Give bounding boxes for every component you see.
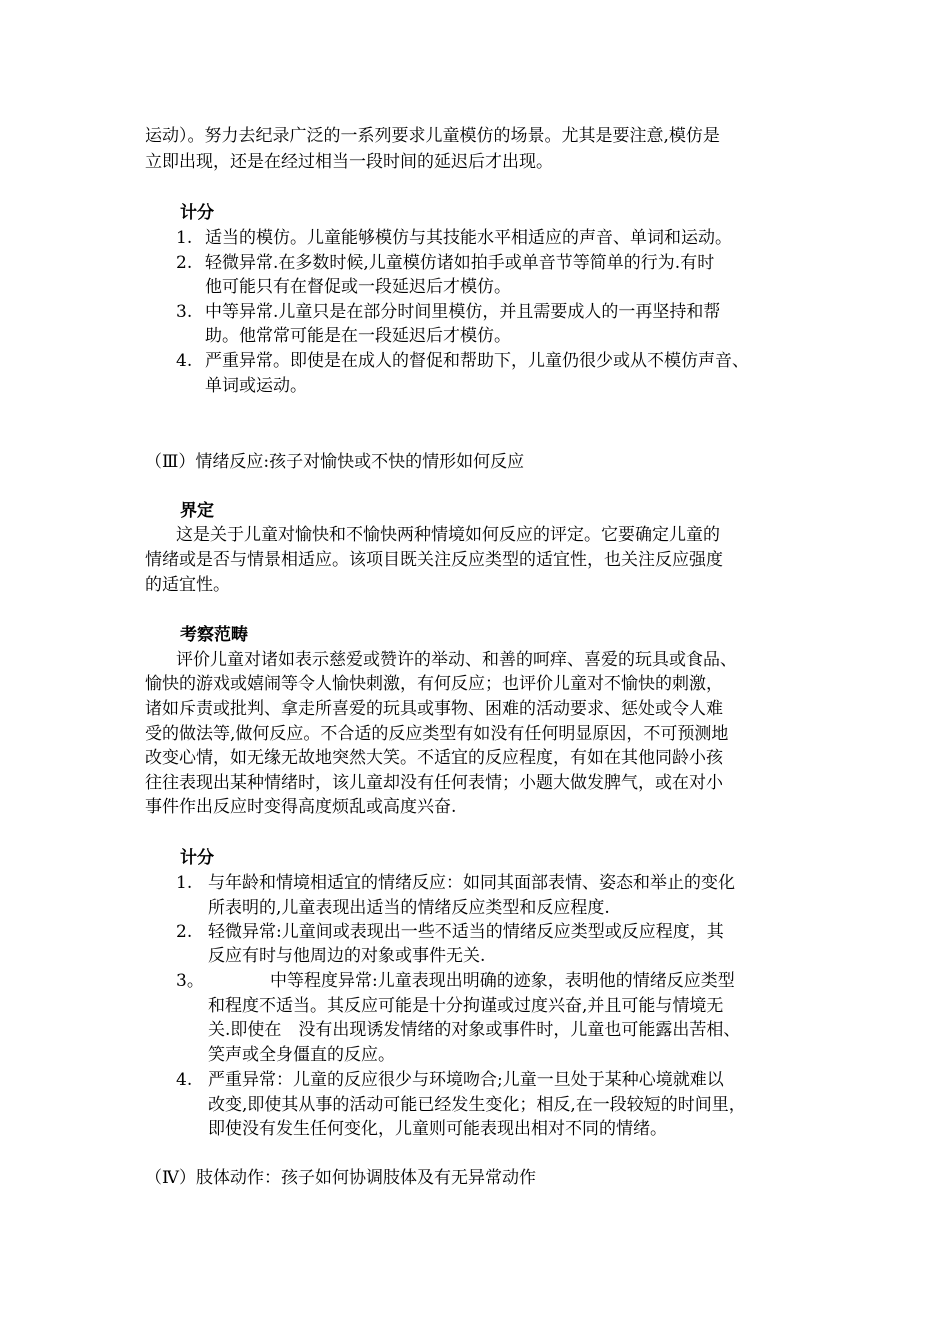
scope-heading: 考察范畴 — [180, 625, 248, 645]
list-item-line: 关.即使在 没有出现诱发情绪的对象或事件时，儿童也可能露出苦相、 — [208, 1020, 741, 1040]
scoring-heading: 计分 — [180, 848, 214, 868]
list-item-line: 助。他常常可能是在一段延迟后才模仿。 — [205, 326, 511, 346]
paragraph-line: 这是关于儿童对愉快和不愉快两种情境如何反应的评定。它要确定儿童的 — [176, 525, 720, 545]
list-item-number: 2. — [176, 922, 193, 942]
paragraph-line: 情绪或是否与情景相适应。该项目既关注反应类型的适宜性，也关注反应强度 — [145, 550, 723, 570]
list-item-line: 他可能只有在督促或一段延迟后才模仿。 — [205, 277, 511, 297]
paragraph-line: 受的做法等,做何反应。不合适的反应类型有如没有任何明显原因，不可预测地 — [145, 724, 729, 744]
section-title: （Ⅳ）肢体动作：孩子如何协调肢体及有无异常动作 — [145, 1168, 536, 1188]
list-item-number: 4. — [176, 1070, 193, 1090]
list-item-line: 轻微异常.在多数时候,儿童模仿诸如拍手或单音节等简单的行为.有时 — [205, 253, 715, 273]
list-item-line: 反应有时与他周边的对象或事件无关. — [208, 946, 486, 966]
list-item-line: 适当的模仿。儿童能够模仿与其技能水平相适应的声音、单词和运动。 — [205, 228, 732, 248]
definition-heading: 界定 — [180, 501, 214, 521]
list-item-number: 1. — [176, 228, 193, 248]
list-item-line: 笑声或全身僵直的反应。 — [208, 1045, 395, 1065]
list-item-line: 所表明的,儿童表现出适当的情绪反应类型和反应程度. — [208, 898, 610, 918]
list-item-number: 4. — [176, 351, 193, 371]
list-item-number: 1. — [176, 873, 193, 893]
list-item-line: 中等异常.儿童只是在部分时间里模仿，并且需要成人的一再坚持和帮 — [205, 302, 721, 322]
section-title: （Ⅲ）情绪反应:孩子对愉快或不快的情形如何反应 — [145, 452, 525, 472]
list-item-line: 单词或运动。 — [205, 376, 307, 396]
paragraph-line: 运动）。努力去纪录广泛的一系列要求儿童模仿的场景。尤其是要注意,模仿是 — [145, 126, 720, 146]
paragraph-line: 事件作出反应时变得高度烦乱或高度兴奋. — [145, 797, 457, 817]
scoring-heading: 计分 — [180, 203, 214, 223]
list-item-line: 严重异常：儿童的反应很少与环境吻合;儿童一旦处于某种心境就难以 — [208, 1070, 724, 1090]
list-item-line: 改变,即使其从事的活动可能已经发生变化；相反,在一段较短的时间里， — [208, 1095, 746, 1115]
list-item-line: 与年龄和情境相适宜的情绪反应：如同其面部表情、姿态和举止的变化 — [208, 873, 735, 893]
paragraph-line: 往往表现出某种情绪时，该儿童却没有任何表情；小题大做发脾气，或在对小 — [145, 773, 723, 793]
paragraph-line: 的适宜性。 — [145, 575, 230, 595]
list-item-line: 和程度不适当。其反应可能是十分拘谨或过度兴奋,并且可能与情境无 — [208, 996, 724, 1016]
paragraph-line: 立即出现，还是在经过相当一段时间的延迟后才出现。 — [145, 152, 553, 172]
list-item-line: 严重异常。即使是在成人的督促和帮助下，儿童仍很少或从不模仿声音、 — [205, 351, 749, 371]
paragraph-line: 改变心情，如无缘无故地突然大笑。不适宜的反应程度，有如在其他同龄小孩 — [145, 748, 723, 768]
list-item-line: 轻微异常:儿童间或表现出一些不适当的情绪反应类型或反应程度，其 — [208, 922, 724, 942]
paragraph-line: 愉快的游戏或嬉闹等令人愉快刺激，有何反应；也评价儿童对不愉快的刺激， — [145, 674, 723, 694]
list-item-number: 3。 — [176, 971, 204, 991]
list-item-line: 中等程度异常:儿童表现出明确的迹象，表明他的情绪反应类型 — [270, 971, 735, 991]
list-item-number: 3. — [176, 302, 193, 322]
list-item-line: 即使没有发生任何变化，儿童则可能表现出相对不同的情绪。 — [208, 1119, 667, 1139]
list-item-number: 2. — [176, 253, 193, 273]
paragraph-line: 评价儿童对诸如表示慈爱或赞许的举动、和善的呵痒、喜爱的玩具或食品、 — [176, 650, 737, 670]
paragraph-line: 诸如斥责或批判、拿走所喜爱的玩具或事物、困难的活动要求、惩处或令人难 — [145, 699, 723, 719]
